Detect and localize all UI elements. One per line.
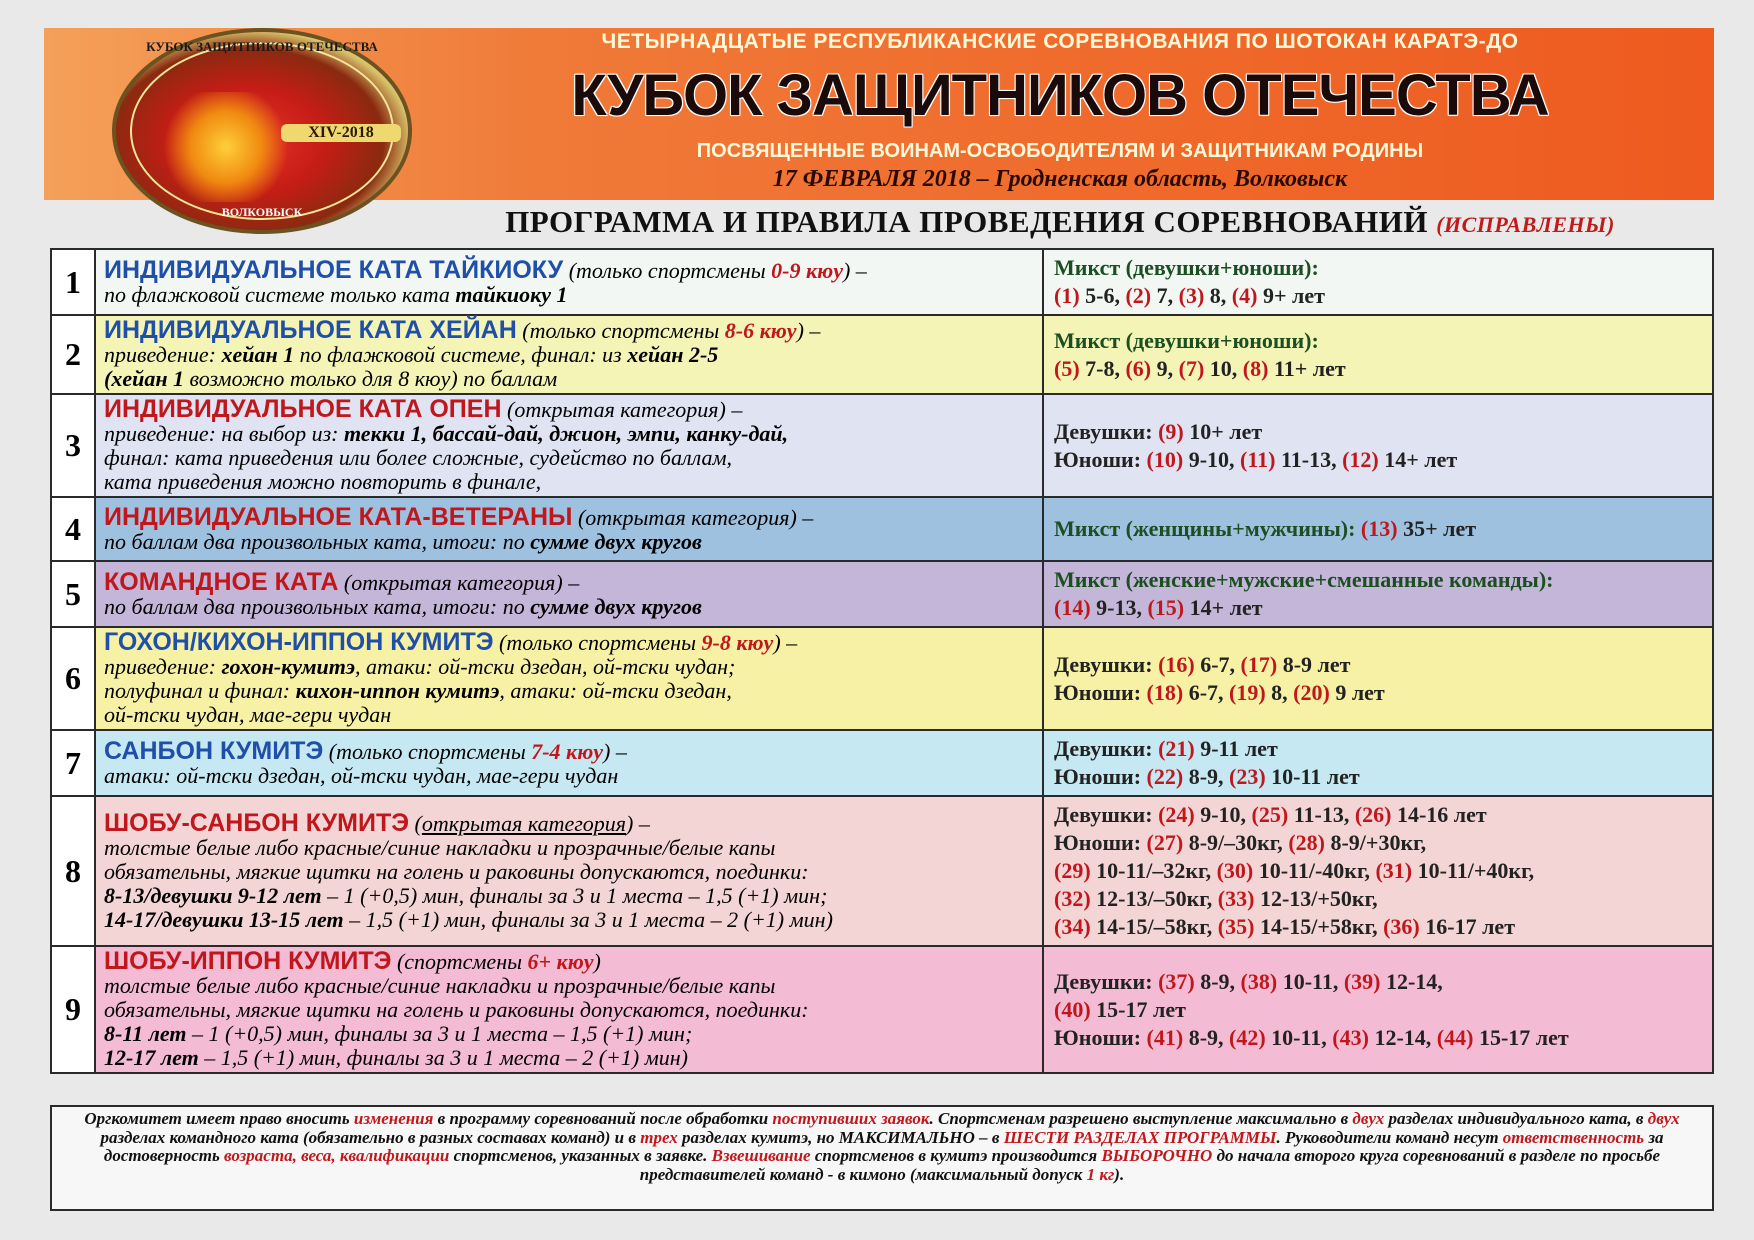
discipline-title: ИНДИВИДУАЛЬНОЕ КАТА ТАЙКИОКУ	[104, 255, 564, 284]
category-line: Девушки: (9) 10+ лет	[1054, 418, 1263, 444]
discipline-title: ГОХОН/КИХОН-ИППОН КУМИТЭ	[104, 628, 494, 656]
discipline-qualifier: (только спортсмены 9-8 кюу) –	[493, 630, 798, 655]
program-table-body	[51, 249, 1713, 1073]
logo-emblem	[156, 92, 296, 202]
category-list	[1043, 249, 1713, 315]
discipline-title: ШОБУ-САНБОН КУМИТЭ	[104, 808, 410, 837]
category-line: Девушки: (37) 8-9, (38) 10-11, (39) 12-14,	[1054, 968, 1443, 994]
program-table	[50, 248, 1714, 1074]
logo-top-text: КУБОК ЗАЩИТНИКОВ ОТЕЧЕСТВА	[146, 39, 378, 54]
category-line: Юноши: (27) 8-9/–30кг, (28) 8-9/+30кг,	[1054, 830, 1427, 855]
row-number: 3	[51, 394, 95, 497]
discipline-header	[104, 397, 1034, 422]
program-row	[51, 249, 1713, 315]
discipline-rule-line: 8-13/девушки 9-12 лет – 1 (+0,5) мин, финалы за 3 и 1 места – 1,5 (+1) мин;	[104, 882, 828, 908]
category-line: Микст (женщины+мужчины): (13) 35+ лет	[1054, 516, 1477, 541]
program-row	[51, 946, 1713, 1073]
category-line: (14) 9-13, (15) 14+ лет	[1054, 595, 1263, 620]
discipline-description	[95, 730, 1043, 796]
discipline-description	[95, 315, 1043, 394]
row-number: 5	[51, 561, 95, 627]
category-line: (5) 7-8, (6) 9, (7) 10, (8) 11+ лет	[1054, 355, 1346, 381]
category-list	[1043, 394, 1713, 497]
discipline-description	[95, 394, 1043, 497]
discipline-title: КОМАНДНОЕ КАТА	[104, 567, 339, 596]
row-number: 9	[51, 946, 95, 1073]
discipline-header	[104, 567, 1034, 596]
discipline-description	[95, 249, 1043, 315]
discipline-rule-line: (хейан 1 возможно только для 8 кюу) по баллам	[104, 366, 558, 391]
row-number: 1	[51, 249, 95, 315]
category-line: (29) 10-11/–32кг, (30) 10-11/-40кг, (31) 10-11/+40кг,	[1054, 858, 1535, 883]
discipline-qualifier: (открытая категория) –	[409, 810, 650, 836]
discipline-rule-line: ой-тски чудан, мае-гери чудан	[104, 702, 392, 727]
row-number: 7	[51, 730, 95, 796]
discipline-rule-line: атаки: ой-тски дзедан, ой-тски чудан, мае-гери чудан	[104, 762, 619, 788]
discipline-title: ИНДИВИДУАЛЬНОЕ КАТА ХЕЙАН	[104, 316, 517, 344]
discipline-rule-line: обязательны, мягкие щитки на голень и раковины допускаются, поединки:	[104, 997, 809, 1022]
discipline-rule-line: толстые белые либо красные/синие накладки и прозрачные/белые капы	[104, 973, 776, 998]
event-logo	[112, 28, 412, 234]
category-list	[1043, 796, 1713, 946]
subtitle-fixed: (ИСПРАВЛЕНЫ)	[1436, 212, 1615, 237]
discipline-rule-line: приведение: хейан 1 по флажковой системе, финал: из хейан 2-5	[104, 342, 719, 367]
category-line: Микст (девушки+юноши):	[1054, 327, 1319, 353]
discipline-rule-line: приведение: на выбор из: текки 1, бассай-дай, джион, эмпи, канку-дай,	[104, 421, 789, 446]
discipline-header	[104, 318, 1034, 343]
discipline-rule-line: толстые белые либо красные/синие накладки и прозрачные/белые капы	[104, 834, 776, 860]
discipline-title: САНБОН КУМИТЭ	[104, 736, 324, 765]
discipline-qualifier: (только спортсмены 8-6 кюу) –	[516, 318, 821, 343]
category-line: Юноши: (18) 6-7, (19) 8, (20) 9 лет	[1054, 679, 1385, 705]
discipline-qualifier: (только спортсмены 0-9 кюу) –	[563, 257, 867, 283]
logo-bottom-text: ВОЛКОВЫСК	[221, 205, 303, 219]
page-title: КУБОК ЗАЩИТНИКОВ ОТЕЧЕСТВА	[571, 63, 1549, 128]
discipline-rule-line: по баллам два произвольных ката, итоги: по сумме двух кругов	[104, 593, 702, 619]
row-number: 2	[51, 315, 95, 394]
program-row	[51, 394, 1713, 497]
row-number: 6	[51, 627, 95, 730]
discipline-header	[104, 808, 1034, 837]
discipline-title: ИНДИВИДУАЛЬНОЕ КАТА ОПЕН	[104, 395, 502, 423]
category-list	[1043, 730, 1713, 796]
discipline-rule-line: 12-17 лет – 1,5 (+1) мин, финалы за 3 и 1 места – 2 (+1) мин)	[104, 1045, 688, 1070]
category-line: Юноши: (10) 9-10, (11) 11-13, (12) 14+ лет	[1054, 446, 1458, 472]
discipline-description	[95, 561, 1043, 627]
discipline-qualifier: (открытая категория) –	[572, 504, 814, 530]
discipline-rule-line: обязательны, мягкие щитки на голень и раковины допускаются, поединки:	[104, 858, 809, 884]
discipline-qualifier: (открытая категория) –	[338, 569, 580, 595]
discipline-rule-line: приведение: гохон-кумитэ, атаки: ой-тски дзедан, ой-тски чудан;	[104, 654, 736, 679]
category-line: (1) 5-6, (2) 7, (3) 8, (4) 9+ лет	[1054, 283, 1325, 308]
discipline-header	[104, 949, 1034, 974]
discipline-header	[104, 736, 1034, 765]
footer-notes: Оргкомитет имеет право вносить изменения в программу соревнований после обработки поступивших заявок. Спортсменам разрешено выступление максимально в двух разделах индивидуального ката, в двух разделах командного ката (обязательно в разных составах команд) и в трех разделах кумитэ, но МАКСИМАЛЬНО – в ШЕСТИ РАЗДЕЛАХ ПРОГРАММЫ. Руководители команд несут ответственность за достоверность возраста, веса, квалификации спортсменов, указанных в заявке. Взвешивание спортсменов в кумитэ производится ВЫБОРОЧНО до начала второго круга соревнований в разделе по просьбе представителей команд - в кимоно (максимальный допуск 1 кг).	[50, 1105, 1714, 1211]
discipline-rule-line: полуфинал и финал: кихон-иппон кумитэ, атаки: ой-тски дзедан,	[104, 678, 732, 703]
category-line: Девушки: (24) 9-10, (25) 11-13, (26) 14-16 лет	[1054, 802, 1487, 827]
discipline-rule-line: ката приведения можно повторить в финале,	[104, 469, 542, 494]
discipline-description	[95, 946, 1043, 1073]
discipline-rule-line: по флажковой системе только ката тайкиоку 1	[104, 281, 568, 307]
program-row	[51, 497, 1713, 561]
discipline-description	[95, 497, 1043, 561]
program-row	[51, 730, 1713, 796]
category-list	[1043, 497, 1713, 561]
discipline-title: ШОБУ-ИППОН КУМИТЭ	[104, 947, 392, 975]
header-date-location: 17 ФЕВРАЛЯ 2018 – Гродненская область, Волковыск	[772, 166, 1348, 192]
discipline-rule-line: 14-17/девушки 13-15 лет – 1,5 (+1) мин, финалы за 3 и 1 места – 2 (+1) мин)	[104, 906, 833, 932]
category-line: (40) 15-17 лет	[1054, 996, 1186, 1022]
category-line: Юноши: (22) 8-9, (23) 10-11 лет	[1054, 764, 1360, 789]
discipline-rule-line: финал: ката приведения или более сложные, судейство по баллам,	[104, 445, 732, 470]
category-line: Девушки: (21) 9-11 лет	[1054, 736, 1278, 761]
category-list	[1043, 946, 1713, 1073]
discipline-qualifier: (открытая категория) –	[501, 397, 743, 422]
subtitle-main: ПРОГРАММА И ПРАВИЛА ПРОВЕДЕНИЯ СОРЕВНОВАНИЙ	[505, 204, 1428, 239]
category-line: Микст (женские+мужские+смешанные команды):	[1054, 567, 1554, 592]
discipline-rule-line: 8-11 лет – 1 (+0,5) мин, финалы за 3 и 1 места – 1,5 (+1) мин;	[104, 1021, 693, 1046]
logo-year: XIV-2018	[281, 124, 401, 142]
row-number: 8	[51, 796, 95, 946]
category-list	[1043, 315, 1713, 394]
category-line: (32) 12-13/–50кг, (33) 12-13/+50кг,	[1054, 886, 1378, 911]
header-line-1: ЧЕТЫРНАДЦАТЫЕ РЕСПУБЛИКАНСКИЕ СОРЕВНОВАНИЯ ПО ШОТОКАН КАРАТЭ-ДО	[601, 30, 1519, 53]
category-list	[1043, 627, 1713, 730]
discipline-qualifier: (спортсмены 6+ кюу)	[391, 949, 601, 974]
category-list	[1043, 561, 1713, 627]
discipline-description	[95, 796, 1043, 946]
program-row	[51, 315, 1713, 394]
discipline-rule-line: по баллам два произвольных ката, итоги: по сумме двух кругов	[104, 528, 702, 554]
discipline-header	[104, 502, 1034, 531]
category-line: (34) 14-15/–58кг, (35) 14-15/+58кг, (36) 16-17 лет	[1054, 914, 1516, 939]
program-row	[51, 561, 1713, 627]
program-subtitle	[410, 204, 1710, 240]
category-line: Юноши: (41) 8-9, (42) 10-11, (43) 12-14, (44) 15-17 лет	[1054, 1024, 1569, 1050]
row-number: 4	[51, 497, 95, 561]
discipline-description	[95, 627, 1043, 730]
discipline-qualifier: (только спортсмены 7-4 кюу) –	[323, 738, 627, 764]
program-row	[51, 796, 1713, 946]
discipline-title: ИНДИВИДУАЛЬНОЕ КАТА-ВЕТЕРАНЫ	[104, 502, 573, 531]
discipline-header	[104, 630, 1034, 655]
program-row	[51, 627, 1713, 730]
category-line: Девушки: (16) 6-7, (17) 8-9 лет	[1054, 651, 1351, 677]
discipline-header	[104, 255, 1034, 284]
header-line-3: ПОСВЯЩЕННЫЕ ВОИНАМ-ОСВОБОДИТЕЛЯМ И ЗАЩИТНИКАМ РОДИНЫ	[696, 140, 1424, 162]
category-line: Микст (девушки+юноши):	[1054, 255, 1319, 280]
